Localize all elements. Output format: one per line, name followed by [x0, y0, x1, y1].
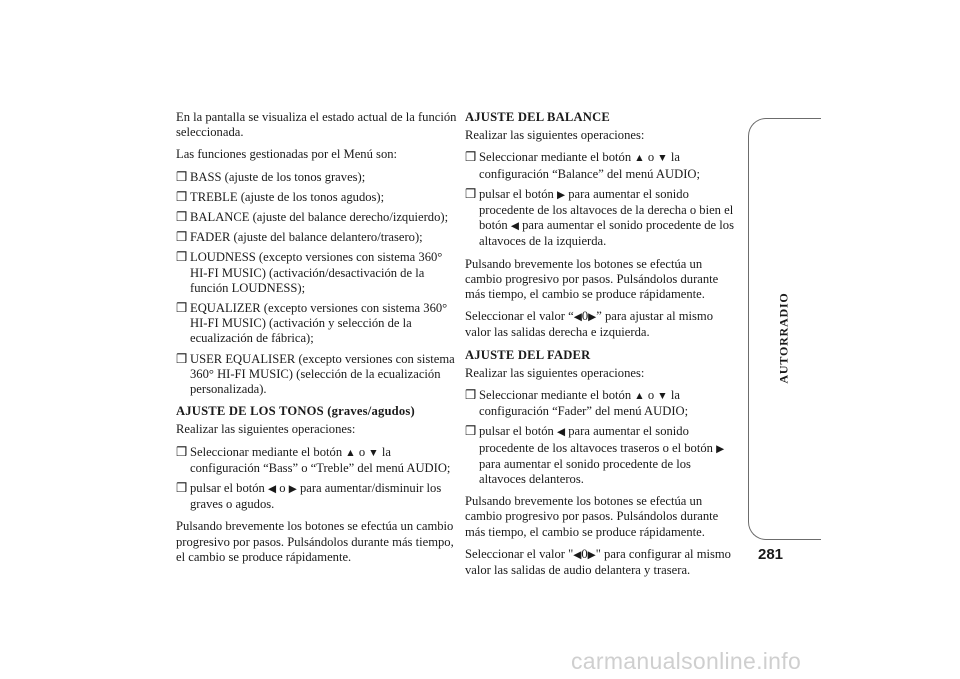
arrow-left-icon: ◀	[510, 221, 519, 233]
tones-note: Pulsando brevemente los botones se efectúa un cambio progresivo por pasos. Pulsándolos durante más tiempo, el cambio se produce rápidamente.	[176, 519, 454, 564]
fader-zero-text: Seleccionar el valor "◀0▶" para configurar al mismo valor las salidas de audio delantera y trasera.	[465, 546, 731, 578]
list-item: ❒ EQUALIZER (excepto versiones con sistema 360° HI-FI MUSIC) (activación y selección de la ecualización de fábrica);	[176, 301, 448, 346]
checkbox-bullet-icon: ❒	[176, 250, 188, 265]
arrow-right-icon: ▶	[557, 189, 566, 201]
list-item: ❒ BASS (ajuste de los tonos graves);	[176, 169, 366, 184]
right-column	[465, 110, 737, 585]
list-item: ❒ BALANCE (ajuste del balance derecho/izquierdo);	[176, 210, 449, 225]
arrow-up-icon: ▲	[345, 447, 356, 459]
list-item: ❒ USER EQUALISER (excepto versiones con sistema 360° HI-FI MUSIC) (selección de la ecualización personalizada).	[176, 351, 455, 397]
checkbox-bullet-icon: ❒	[465, 424, 477, 439]
arrow-down-icon: ▼	[657, 391, 668, 403]
functions-list	[176, 170, 458, 398]
intro-text: En la pantalla se visualiza el estado actual de la función seleccionada.	[176, 110, 457, 140]
section-tab-label: AUTORRADIO	[776, 292, 791, 384]
checkbox-bullet-icon: ❒	[465, 388, 477, 403]
list-item: ❒ TREBLE (ajuste de los tonos agudos);	[176, 189, 385, 204]
arrow-right-icon: ▶	[288, 484, 297, 496]
fader-steps	[465, 388, 737, 487]
checkbox-bullet-icon: ❒	[176, 351, 188, 366]
list-item: ❒ Seleccionar mediante el botón ▲ o ▼ la configuración “Balance” del menú AUDIO;	[465, 150, 701, 181]
arrow-down-icon: ▼	[657, 153, 668, 165]
list-item: ❒ LOUDNESS (excepto versiones con sistema 360° HI-FI MUSIC) (activación/desactivación de la función LOUDNESS);	[176, 250, 443, 295]
tones-steps	[176, 445, 458, 513]
balance-zero-text: Seleccionar el valor “◀0▶” para ajustar al mismo valor las salidas derecha e izquierda.	[465, 309, 714, 340]
list-item: ❒ pulsar el botón ◀ para aumentar el sonido procedente de los altavoces traseros o el botón ▶ para aumentar el sonido procedente de los altavoces delanteros.	[465, 424, 725, 487]
arrow-left-icon: ◀	[573, 549, 582, 561]
checkbox-bullet-icon: ❒	[176, 210, 188, 225]
checkbox-bullet-icon: ❒	[176, 301, 188, 316]
balance-intro: Realizar las siguientes operaciones:	[465, 128, 645, 143]
functions-intro: Las funciones gestionadas por el Menú son:	[176, 147, 398, 162]
page-number: 281	[758, 546, 784, 563]
arrow-right-icon: ▶	[716, 443, 725, 455]
fader-intro: Realizar las siguientes operaciones:	[465, 365, 645, 380]
arrow-right-icon: ▶	[588, 312, 597, 324]
balance-heading: AJUSTE DEL BALANCE	[465, 110, 610, 124]
arrow-left-icon: ◀	[573, 312, 582, 324]
checkbox-bullet-icon: ❒	[176, 169, 188, 184]
tones-intro: Realizar las siguientes operaciones:	[176, 422, 356, 437]
checkbox-bullet-icon: ❒	[465, 186, 477, 201]
left-column	[176, 110, 458, 572]
list-item: ❒ Seleccionar mediante el botón ▲ o ▼ la configuración “Bass” o “Treble” del menú AUDIO;	[176, 444, 451, 475]
arrow-up-icon: ▲	[634, 153, 645, 165]
checkbox-bullet-icon: ❒	[176, 481, 188, 496]
arrow-right-icon: ▶	[587, 549, 596, 561]
checkbox-bullet-icon: ❒	[176, 444, 188, 459]
checkbox-bullet-icon: ❒	[176, 189, 188, 204]
arrow-left-icon: ◀	[268, 484, 277, 496]
list-item: ❒ FADER (ajuste del balance delantero/trasero);	[176, 230, 423, 245]
list-item: ❒ pulsar el botón ▶ para aumentar el sonido procedente de los altavoces de la derecha o bien el botón ◀ para aumentar el sonido procedente de los altavoces de la izquierda.	[465, 186, 734, 249]
fader-note: Pulsando brevemente los botones se efectúa un cambio progresivo por pasos. Pulsándolos durante más tiempo, el cambio se produce rápidamente.	[465, 494, 719, 539]
fader-heading: AJUSTE DEL FADER	[465, 347, 591, 362]
arrow-up-icon: ▲	[634, 391, 645, 403]
checkbox-bullet-icon: ❒	[176, 230, 188, 245]
arrow-left-icon: ◀	[557, 427, 566, 439]
watermark: carmanualsonline.info	[571, 648, 802, 674]
checkbox-bullet-icon: ❒	[465, 150, 477, 165]
balance-steps	[465, 150, 737, 249]
list-item: ❒ Seleccionar mediante el botón ▲ o ▼ la configuración “Fader” del menú AUDIO;	[465, 388, 689, 419]
list-item: ❒ pulsar el botón ◀ o ▶ para aumentar/disminuir los graves o agudos.	[176, 481, 442, 512]
tones-heading: AJUSTE DE LOS TONOS (graves/agudos)	[176, 404, 415, 419]
arrow-down-icon: ▼	[368, 447, 379, 459]
balance-note: Pulsando brevemente los botones se efectúa un cambio progresivo por pasos. Pulsándolos durante más tiempo, el cambio se produce rápidamente.	[465, 256, 719, 302]
